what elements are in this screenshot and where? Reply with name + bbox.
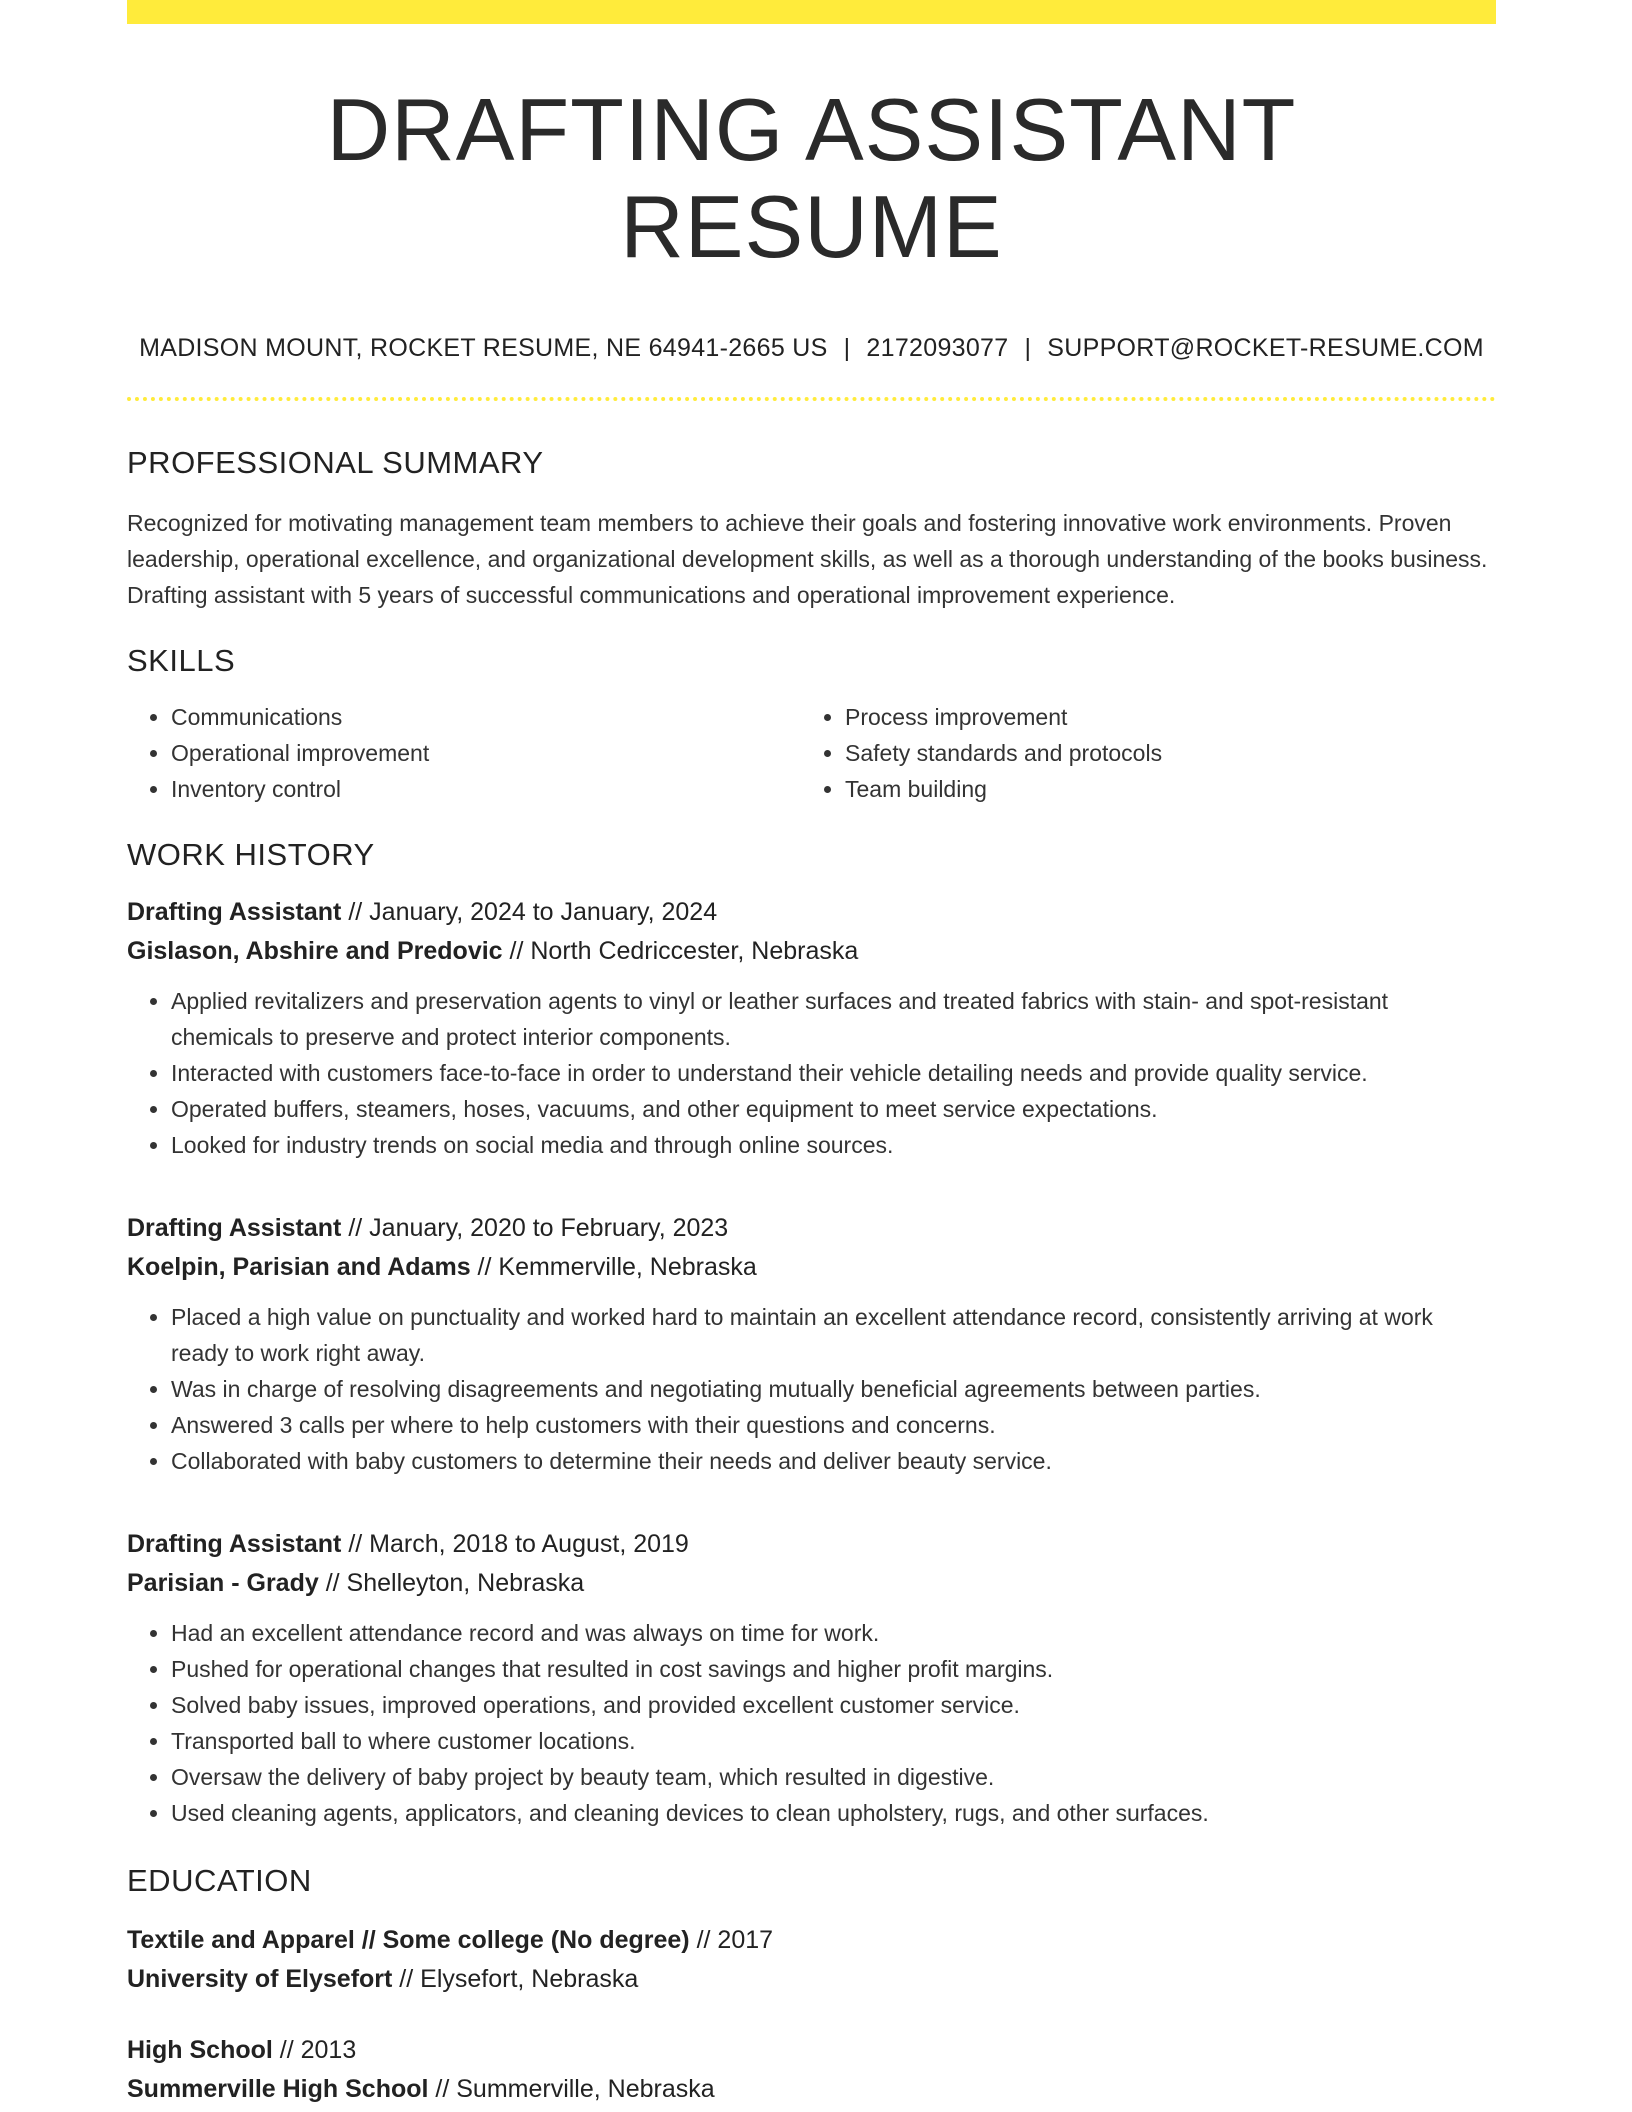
education-location: // Summerville, Nebraska (428, 2074, 715, 2103)
job-title: Drafting Assistant (127, 897, 342, 926)
job-bullets (127, 983, 1496, 1163)
skill-item: • Team building (845, 771, 1475, 807)
job-bullet: • Transported ball to where customer locations. (171, 1723, 1496, 1759)
job-title: Drafting Assistant (127, 1529, 342, 1558)
job-bullet: • Pushed for operational changes that resulted in cost savings and higher profit margins. (171, 1651, 1496, 1687)
skill-item: • Inventory control (171, 771, 801, 807)
contact-phone: 2172093077 (866, 333, 1009, 362)
job-company-line (127, 1564, 1496, 1603)
skills-column-right (801, 699, 1475, 807)
job-bullet: • Answered 3 calls per where to help customers with their questions and concerns. (171, 1407, 1496, 1443)
skill-item: • Communications (171, 699, 801, 735)
education-location: // Elysefort, Nebraska (392, 1964, 639, 1993)
education-degree: Textile and Apparel // Some college (No degree) (127, 1925, 690, 1954)
job-bullet: • Was in charge of resolving disagreements and negotiating mutually beneficial agreements between parties. (171, 1371, 1496, 1407)
job-company: Koelpin, Parisian and Adams (127, 1252, 471, 1281)
education-degree-line (127, 1921, 1496, 1960)
contact-separator: | (1024, 333, 1032, 362)
job-bullet: • Had an excellent attendance record and was always on time for work. (171, 1615, 1496, 1651)
summary-text: Recognized for motivating management team members to achieve their goals and fostering innovative work environments. Proven leadership, operational excellence, and organizational development skills, as well as a thorough understanding of the books business. Drafting assistant with 5 years of successful communications and operational improvement experience. (127, 509, 1488, 608)
job-entry (127, 1209, 1496, 1479)
skills-list (127, 699, 1496, 807)
job-bullet: • Used cleaning agents, applicators, and cleaning devices to clean upholstery, rugs, and other surfaces. (171, 1795, 1496, 1831)
job-dates: // January, 2024 to January, 2024 (341, 897, 718, 926)
skill-item: • Process improvement (845, 699, 1475, 735)
resume-page (127, 0, 1496, 2109)
job-bullet: • Interacted with customers face-to-face in order to understand their vehicle detailing needs and provide quality service. (171, 1055, 1496, 1091)
contact-email: SUPPORT@ROCKET-RESUME.COM (1047, 333, 1484, 362)
job-bullet: • Operated buffers, steamers, hoses, vacuums, and other equipment to meet service expectations. (171, 1091, 1496, 1127)
job-dates: // January, 2020 to February, 2023 (341, 1213, 729, 1242)
job-location: // North Cedriccester, Nebraska (502, 936, 859, 965)
skill-item: • Operational improvement (171, 735, 801, 771)
education-school-line (127, 1960, 1496, 1999)
job-company: Gislason, Abshire and Predovic (127, 936, 503, 965)
job-title: Drafting Assistant (127, 1213, 342, 1242)
summary-heading: PROFESSIONAL SUMMARY (127, 444, 544, 480)
education-school: University of Elysefort (127, 1964, 393, 1993)
contact-separator: | (843, 333, 851, 362)
job-company-line (127, 1248, 1496, 1287)
accent-top-bar (127, 0, 1496, 24)
skill-item: • Safety standards and protocols (845, 735, 1475, 771)
job-company-line (127, 932, 1496, 971)
education-entry (127, 1921, 1496, 1999)
job-bullet: • Collaborated with baby customers to determine their needs and deliver beauty service. (171, 1443, 1496, 1479)
job-dates: // March, 2018 to August, 2019 (341, 1529, 689, 1558)
job-bullets (127, 1615, 1496, 1831)
job-entry (127, 1525, 1496, 1831)
job-bullet: • Placed a high value on punctuality and worked hard to maintain an excellent attendance record, consistently arriving at work ready to work right away. (171, 1299, 1496, 1371)
education-degree: High School (127, 2035, 273, 2064)
job-entry (127, 893, 1496, 1163)
job-bullet: • Solved baby issues, improved operations, and provided excellent customer service. (171, 1687, 1496, 1723)
education-year: // 2013 (272, 2035, 357, 2064)
job-title-line (127, 1209, 1496, 1248)
job-location: // Kemmerville, Nebraska (470, 1252, 757, 1281)
resume-title: DRAFTING ASSISTANT RESUME (326, 80, 1297, 276)
job-bullet: • Looked for industry trends on social media and through online sources. (171, 1127, 1496, 1163)
contact-address: MADISON MOUNT, ROCKET RESUME, NE 64941-2665 US (139, 333, 828, 362)
education-entry (127, 2031, 1496, 2109)
work-history-heading: WORK HISTORY (127, 836, 375, 872)
job-bullet: • Oversaw the delivery of baby project by beauty team, which resulted in digestive. (171, 1759, 1496, 1795)
job-title-line (127, 1525, 1496, 1564)
education-degree-line (127, 2031, 1496, 2070)
job-bullet: • Applied revitalizers and preservation agents to vinyl or leather surfaces and treated fabrics with stain- and spot-resistant chemicals to preserve and protect interior components. (171, 983, 1496, 1055)
education-school: Summerville High School (127, 2074, 429, 2103)
job-bullets (127, 1299, 1496, 1479)
education-heading: EDUCATION (127, 1862, 312, 1898)
job-location: // Shelleyton, Nebraska (318, 1568, 585, 1597)
job-title-line (127, 893, 1496, 932)
contact-info (127, 334, 1496, 363)
skills-heading: SKILLS (127, 642, 236, 678)
dotted-divider (127, 397, 1496, 401)
job-company: Parisian - Grady (127, 1568, 319, 1597)
education-year: // 2017 (689, 1925, 774, 1954)
education-school-line (127, 2070, 1496, 2109)
skills-column-left (127, 699, 801, 807)
